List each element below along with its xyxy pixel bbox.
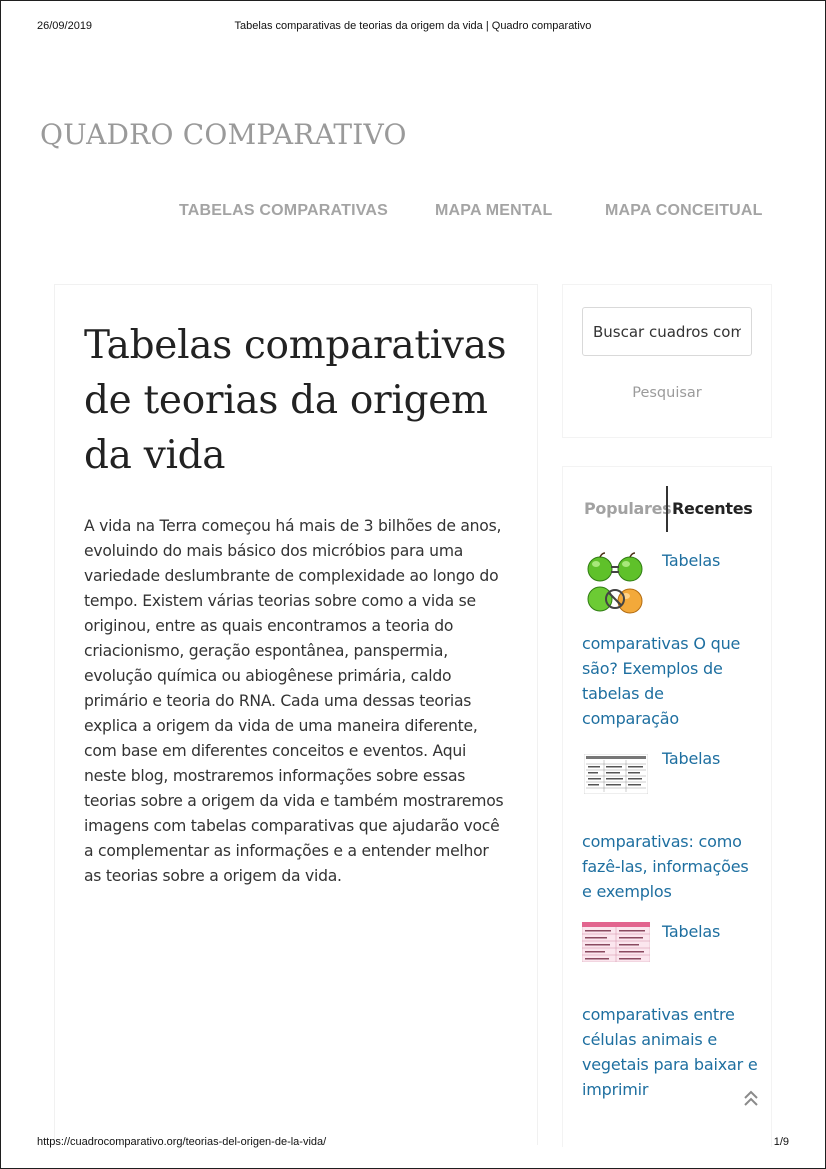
search-button[interactable]: Pesquisar <box>582 380 752 406</box>
nav-mapa-mental[interactable]: MAPA MENTAL <box>435 202 553 219</box>
tab-recentes[interactable]: Recentes <box>666 486 753 532</box>
pink-table-thumbnail[interactable] <box>582 922 650 962</box>
double-chevron-up-icon[interactable] <box>740 1088 762 1110</box>
print-date: 26/09/2019 <box>37 20 93 32</box>
nav-mapa-conceitual[interactable]: MAPA CONCEITUAL <box>605 202 763 219</box>
article-title: Tabelas comparativas de teorias da origem da vida <box>84 323 507 478</box>
nav-tabelas-comparativas[interactable]: TABELAS COMPARATIVAS <box>179 202 389 219</box>
print-page-number: 1/9 <box>773 1136 789 1148</box>
tab-populares[interactable]: Populares <box>584 499 672 518</box>
site-title[interactable]: QUADRO COMPARATIVO <box>40 118 407 151</box>
post-link-2-rest[interactable]: comparativas: como fazê-las, informações e exemplos <box>582 832 749 901</box>
apples-comparison-icon[interactable] <box>584 552 646 618</box>
print-url: https://cuadrocomparativo.org/teorias-del-origen-de-la-vida/ <box>37 1136 327 1148</box>
post-link-2-title[interactable]: Tabelas <box>662 749 721 768</box>
search-input[interactable] <box>582 307 752 356</box>
table-thumbnail[interactable] <box>584 754 648 794</box>
post-link-1-title[interactable]: Tabelas <box>662 551 721 570</box>
print-page-title: Tabelas comparativas de teorias da origem da vida | Quadro comparativo <box>234 20 592 32</box>
post-link-3-rest[interactable]: comparativas entre células animais e vegetais para baixar e imprimir <box>582 1005 758 1099</box>
article-body: A vida na Terra começou há mais de 3 bilhões de anos, evoluindo do mais básico dos micróbios para uma variedade deslumbrante de complexidade ao longo do tempo. Existem várias teorias sobre como a vida se originou, entre as quais encontramos a teoria do criacionismo, geração espontânea, panspermia, evolução química ou abiogênese primária, caldo primário e teoria do RNA. Cada uma dessas teorias explica a origem da vida de uma maneira diferente, com base em diferentes conceitos e eventos. Aqui neste blog, mostraremos informações sobre essas teorias sobre a origem da vida e também mostraremos imagens com tabelas comparativas que ajudarão você a complementar as informações e a entender melhor as teorias sobre a origem da vida. <box>84 517 504 885</box>
post-link-3-title[interactable]: Tabelas <box>662 922 721 941</box>
post-link-1-rest[interactable]: comparativas O que são? Exemplos de tabelas de comparação <box>582 634 741 728</box>
